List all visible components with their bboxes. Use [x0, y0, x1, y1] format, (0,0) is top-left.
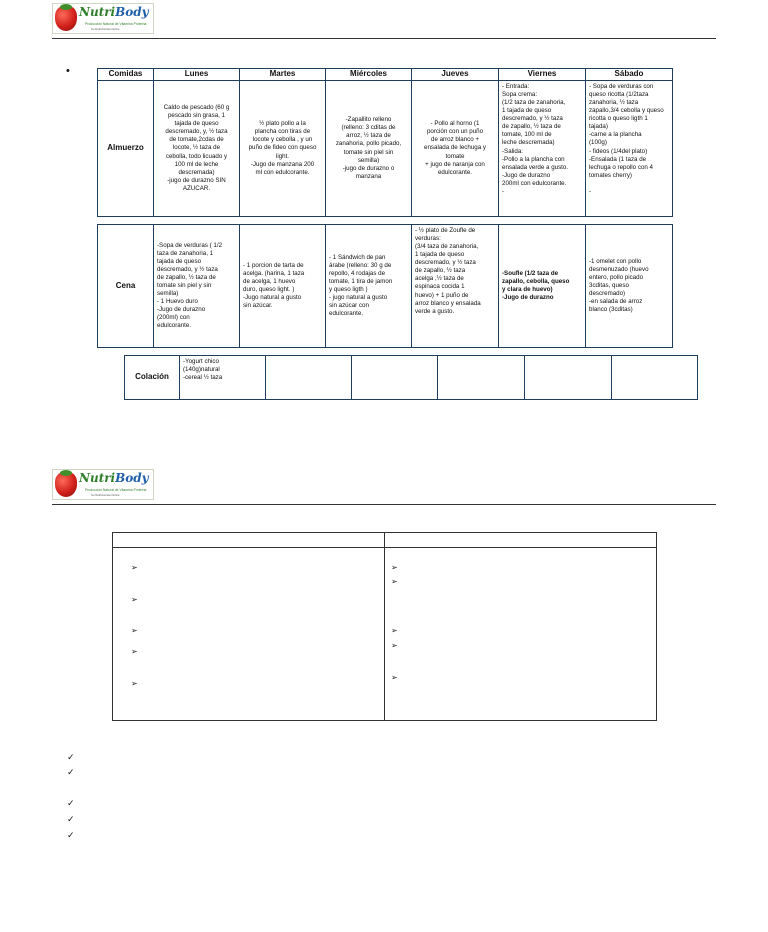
header-comidas: Comidas	[98, 69, 154, 81]
arrow-bullet-icon: ➢	[131, 647, 138, 656]
checkmark-icon: ✓	[67, 814, 75, 824]
table-row-almuerzo	[98, 81, 673, 217]
arrow-bullet-icon: ➢	[391, 563, 398, 572]
cell-cena-jueves: - ½ plato de Zoufle de verduras: (3/4 taza de zanahoria, 1 tajada de queso descremado, y ½ taza de zapallo, ½ taza acelga ,½ taza de espinaca cocida 1 huevo) + 1 puño de arroz blanco y ensalada verde a gusto.	[412, 225, 499, 348]
cell-cena-sabado: -1 omelet con pollo desmenuzado (huevo entero, pollo picado 3cditas, queso descremado) -en salada de arroz blanco (3cditas)	[586, 225, 673, 348]
header-rule-page2	[52, 504, 716, 505]
logo-brand: NutriBody	[79, 471, 149, 485]
header-rule	[52, 38, 716, 39]
table-header-row	[98, 69, 673, 81]
cell-colacion-lunes: -Yogurt chico (140g)natural -cereal ½ taza	[180, 356, 266, 400]
two-column-list-table	[112, 532, 657, 721]
logo-tagline: Producción Natural de Vitamina Proteína	[85, 22, 147, 26]
arrow-bullet-icon: ➢	[391, 641, 398, 650]
arrow-bullet-icon: ➢	[131, 563, 138, 572]
cell-colacion-jueves	[438, 356, 525, 400]
cell-cena-viernes: -Soufle (1/2 taza de zapallo, cebolla, queso y clara de huevo) -Jugo de durazno	[499, 225, 586, 348]
arrow-bullet-icon: ➢	[391, 673, 398, 682]
nutribody-logo-page2	[52, 469, 154, 500]
cell-almuerzo-lunes: Caldo de pescado (60 g pescado sin grasa, 1 tajada de queso descremado, y, ½ taza de tomate,2cdas de locote, ½ taza de cebolla, todo licuado y 100 ml de leche descremada) -jugo de durazno SIN AZUCAR.	[154, 81, 240, 217]
bullet-marker: •	[66, 65, 70, 77]
watermelon-icon	[55, 6, 77, 31]
cell-colacion-martes	[266, 356, 352, 400]
column-divider	[384, 533, 385, 720]
arrow-bullet-icon: ➢	[391, 626, 398, 635]
header-jueves: Jueves	[412, 69, 499, 81]
logo-subtagline: Su Nutricionista Online	[91, 27, 120, 31]
checkmark-icon: ✓	[67, 752, 75, 762]
cell-almuerzo-jueves: - Pollo al horno (1 porción con un puño de arroz blanco + ensalada de lechuga y tomate + jugo de naranja con edulcorante.	[412, 81, 499, 217]
cell-almuerzo-martes: ½ plato pollo a la plancha con tiras de locote y cebolla , y un puño de fideo con queso light. -Jugo de manzana 200 ml con edulcorante.	[240, 81, 326, 217]
header-viernes: Viernes	[499, 69, 586, 81]
arrow-bullet-icon: ➢	[131, 626, 138, 635]
cell-cena-lunes: -Sopa de verduras ( 1/2 taza de zanahoria, 1 tajada de queso descremado, y ½ taza de zapallo, ½ taza de tomate sin piel y sin semilla) - 1 Huevo duro -Jugo de durazno (200ml) con edulcorante.	[154, 225, 240, 348]
table-row-colacion	[125, 356, 698, 400]
checkmark-icon: ✓	[67, 767, 75, 777]
cell-almuerzo-sabado: - Sopa de verduras con queso ricotta (1/2taza zanahoria, ½ taza zapallo,3/4 cebolla y queso ricotta o queso ligth 1 tajada) -carne a la plancha (100g) - fideos (1/4del plato) -Ensalada (1 taza de lechuga o repollo con 4 tomates cherry) -	[586, 81, 673, 217]
nutribody-logo	[52, 3, 154, 34]
header-sabado: Sábado	[586, 69, 673, 81]
logo-subtagline: Su Nutricionista Online	[91, 493, 120, 497]
watermelon-icon	[55, 472, 77, 497]
table-row-cena	[98, 225, 673, 348]
cell-cena-miercoles: - 1 Sándwich de pan árabe (relleno: 30 g de repollo, 4 rodajas de tomate, 1 tira de jamon y queso ligth ) - jugo natural a gusto sin azúcar con edulcorante.	[326, 225, 412, 348]
cell-colacion-miercoles	[352, 356, 438, 400]
row-label-cena: Cena	[98, 225, 154, 348]
cell-cena-martes: - 1 porcion de tarta de acelga. (harina, 1 taza de acelga, 1 huevo duro, queso light. ) -Jugo natural a gusto sin azúcar.	[240, 225, 326, 348]
arrow-bullet-icon: ➢	[391, 577, 398, 586]
meal-plan-table	[97, 68, 673, 217]
logo-brand: NutriBody	[79, 5, 149, 19]
row-label-colacion: Colación	[125, 356, 180, 400]
arrow-bullet-icon: ➢	[131, 595, 138, 604]
header-lunes: Lunes	[154, 69, 240, 81]
arrow-bullet-icon: ➢	[131, 679, 138, 688]
dinner-table	[97, 224, 673, 348]
header-martes: Martes	[240, 69, 326, 81]
checkmark-icon: ✓	[67, 830, 75, 840]
row-label-almuerzo: Almuerzo	[98, 81, 154, 217]
cell-colacion-viernes	[525, 356, 612, 400]
cell-almuerzo-miercoles: -Zapallito relleno (relleno: 3 cditas de arroz, ½ taza de zanahoria, pollo picado, tomate sin piel sin semilla) -jugo de durazno o manzana	[326, 81, 412, 217]
checkmark-icon: ✓	[67, 798, 75, 808]
cell-almuerzo-viernes: - Entrada: Sopa crema: (1/2 taza de zanahoria, 1 tajada de queso descremado, y ½ taza de zapallo, ½ taza de tomate, 100 ml de leche descremada) -Salida: -Pollo a la plancha con ensalada verde a gusto. -Jugo de durazno 200ml con edulcorante. -	[499, 81, 586, 217]
cell-colacion-sabado	[612, 356, 698, 400]
logo-tagline: Producción Natural de Vitamina Proteína	[85, 488, 147, 492]
snack-table	[124, 355, 698, 400]
header-miercoles: Miércoles	[326, 69, 412, 81]
